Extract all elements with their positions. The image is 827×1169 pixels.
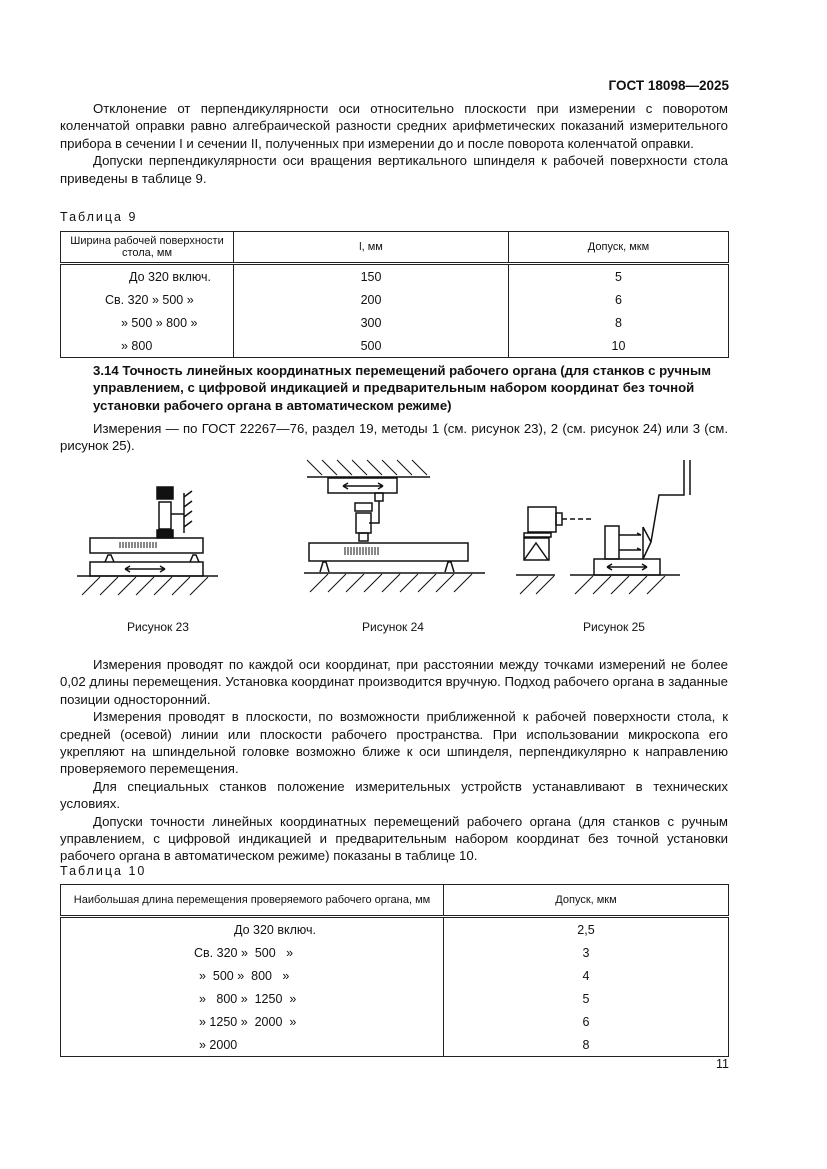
cell: 150 (234, 264, 509, 289)
paragraph: Допуски точности линейных координатных перемещений рабочего органа (для станков с ручным управлением, с цифровой индикацией и предварительным набором координат без точной установки рабочего органа в автоматическом режиме) показаны в таблице 10. (60, 813, 728, 864)
table-row (61, 264, 729, 289)
cell: 500 (234, 334, 509, 358)
paragraph: Для специальных станков положение измерительных устройств устанавливают в технических условиях. (60, 778, 728, 812)
table-row (61, 311, 729, 334)
paragraph: Измерения — по ГОСТ 22267—76, раздел 19, методы 1 (см. рисунок 23), 2 (см. рисунок 24) или 3 (см. рисунок 25). (60, 421, 728, 454)
cell: » 500 » 800 » (61, 311, 234, 334)
paragraph: Отклонение от перпендикулярности оси относительно плоскости при измерении с поворотом коленчатой оправки равно алгебраической разности средних арифметических показаний измерительного прибора в сечении I и сечении II, полученных при измерении до и после поворота коленчатой оправки. (60, 101, 728, 151)
cell: » 800 » 1250 » (61, 987, 444, 1010)
column-header: l, мм (234, 232, 509, 264)
table-row (61, 1033, 729, 1057)
document-header: ГОСТ 18098—2025 (608, 78, 729, 93)
table-row (61, 917, 729, 942)
column-header: Допуск, мкм (509, 232, 729, 264)
figure-caption: Рисунок 24 (362, 620, 424, 634)
table-row (61, 964, 729, 987)
cell: » 500 » 800 » (61, 964, 444, 987)
cell: 6 (444, 1010, 729, 1033)
measure-ref (60, 420, 728, 455)
cell: 200 (234, 288, 509, 311)
cell: 300 (234, 311, 509, 334)
paragraph: Измерения проводят в плоскости, по возможности приближенной к рабочей поверхности стола, к средней (осевой) линии или плоскости рабочего пространства. При использовании микроскопа его укрепляют на шпиндельной головке возможно ближе к оси шпинделя, перпендикулярно к направлению проверяемого перемещения. (60, 709, 728, 777)
table-row (61, 1010, 729, 1033)
table10-caption: Таблица 10 (60, 864, 147, 878)
cell: 4 (444, 964, 729, 987)
cell: » 1250 » 2000 » (61, 1010, 444, 1033)
table-row (61, 334, 729, 358)
cell: 8 (509, 311, 729, 334)
paragraph: Измерения проводят по каждой оси координат, при расстоянии между точками измерений не более 0,02 длины перемещения. Установка координат производится вручную. Подход рабочего органа в заданные позиции односторонний. (60, 657, 728, 707)
figures-diagram (60, 455, 760, 605)
cell: Св. 320 » 500 » (61, 288, 234, 311)
cell: До 320 включ. (61, 917, 444, 942)
table9-caption: Таблица 9 (60, 210, 138, 224)
cell: Св. 320 » 500 » (61, 941, 444, 964)
column-header: Наибольшая длина перемещения проверяемого рабочего органа, мм (61, 885, 444, 917)
figure-23-diagram (77, 487, 218, 595)
figure-25-diagram (516, 460, 690, 594)
table-row (61, 987, 729, 1010)
table-10 (60, 884, 729, 1057)
cell: 6 (509, 288, 729, 311)
cell: 2,5 (444, 917, 729, 942)
body-text (60, 656, 728, 865)
table-row (61, 941, 729, 964)
column-header: Допуск, мкм (444, 885, 729, 917)
cell: 5 (444, 987, 729, 1010)
intro-text (60, 100, 728, 187)
cell: 3 (444, 941, 729, 964)
figure-caption: Рисунок 25 (583, 620, 645, 634)
section-heading: 3.14 Точность линейных координатных перемещений рабочего органа (для станков с ручным управлением, с цифровой индикацией и предварительным набором координат без точной установки рабочего органа в автоматическом режиме) (93, 363, 711, 413)
cell: 5 (509, 264, 729, 289)
table-row (61, 288, 729, 311)
cell: » 800 (61, 334, 234, 358)
paragraph: Допуски перпендикулярности оси вращения вертикального шпинделя к рабочей поверхности стола приведены в таблице 9. (60, 153, 728, 186)
cell: 10 (509, 334, 729, 358)
cell: » 2000 (61, 1033, 444, 1057)
column-header: Ширина рабочей поверхности стола, мм (61, 232, 234, 264)
figure-caption: Рисунок 23 (127, 620, 189, 634)
figure-24-diagram (304, 460, 485, 592)
cell: До 320 включ. (61, 264, 234, 289)
page-number: 11 (716, 1057, 729, 1071)
cell: 8 (444, 1033, 729, 1057)
table-9 (60, 231, 729, 358)
